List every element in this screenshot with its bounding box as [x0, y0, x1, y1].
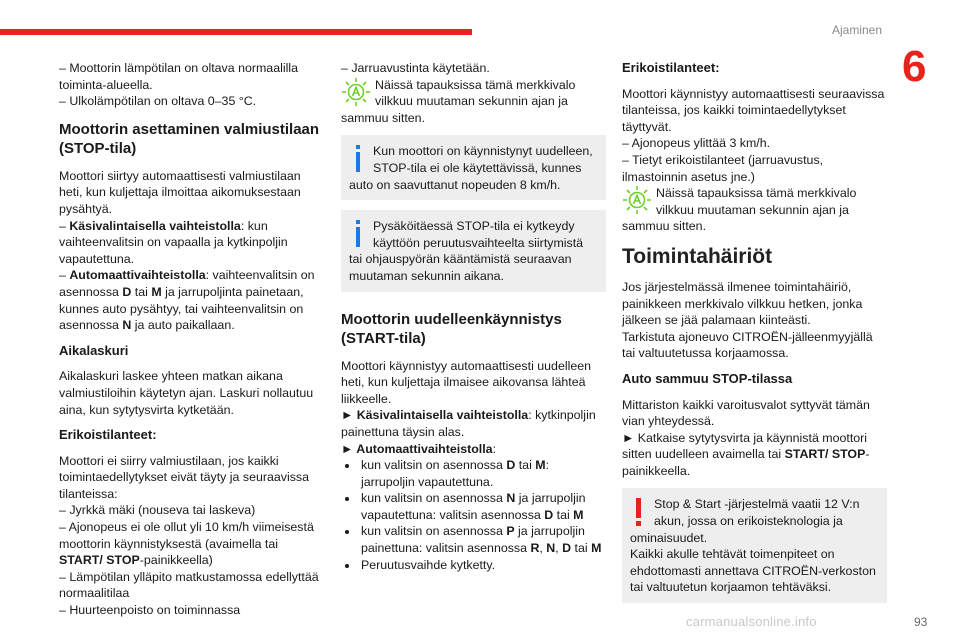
eco-a-led-icon [622, 185, 652, 215]
heading-timer: Aikalaskuri [59, 342, 129, 358]
heading-start-mode: Moottorin uudelleenkäynnistys (START-tila) [341, 310, 562, 347]
info-box-restart: Kun moottori on käynnistynyt uudelleen, STOP-tila ei ole käytettävissä, kunnes auto on saavuttanut nopeuden 8 km/h. [341, 135, 606, 200]
warning-icon [630, 496, 650, 528]
indicator-note: Näissä tapauksissa tämä merkkivalo vilkkuu muutaman sekunnin ajan ja sammuu sitten. [341, 77, 576, 125]
paragraph: Jos järjestelmässä ilmenee toimintahäiriö, painikkeen merkkivalo vilkkuu hetken, jonka jälkeen se jää palamaan kiinteästi. Tarkistuta ajoneuvo CITROËN-jälleenmyyjällä tai valtuutetussa korjaamossa. [622, 279, 873, 361]
start-conditions-list [341, 457, 606, 573]
paragraph: Moottori käynnistyy automaattisesti seuraavissa tilanteissa, jos kaikki toimintaedellytykset täyttyvät. – Ajonopeus ylittää 3 km/h. – Tietyt erikoistilanteet (jarruavustus, ilmastoinnin asetus jne.) [622, 86, 885, 184]
indicator-note: Näissä tapauksissa tämä merkkivalo vilkkuu muutaman sekunnin ajan ja sammuu sitten. [622, 186, 857, 234]
paragraph: Moottori siirtyy automaattisesti valmiustilaan heti, kun kuljettaja ilmoittaa aikomuksestaan pysähtyä. [59, 168, 301, 216]
section-title: Ajaminen [831, 23, 882, 37]
paragraph: Moottori käynnistyy automaattisesti uudelleen heti, kun kuljettaja ilmaisee aikovansa lähteä liikkeelle. ► Käsivalintaisella vaihteistolla: kytkinpoljin painettuna täysin alas. ► Automaattivaihteistolla: [341, 358, 596, 456]
list-item: • Peruutusvaihde kytketty. [359, 557, 606, 574]
info-icon [349, 143, 369, 175]
page-number: 93 [914, 615, 928, 629]
list-item: • kun valitsin on asennossa P ja jarrupoljin painettuna: valitsin asennossa R, N, D tai M [359, 523, 606, 556]
column-3 [622, 60, 887, 613]
heading-stop-mode: Moottorin asettaminen valmiustilaan (STOP-tila) [59, 120, 320, 157]
heading-faults: Toimintahäiriöt [622, 244, 773, 268]
heading-stall-in-stop: Auto sammuu STOP-tilassa [622, 370, 793, 386]
paragraph: – Moottorin lämpötilan on oltava normaalilla toiminta-alueella. – Ulkolämpötilan on oltava 0–35 °C. [59, 61, 298, 109]
heading-special-cases: Erikoistilanteet: [59, 427, 157, 443]
column-1 [59, 60, 324, 628]
paragraph: Aikalaskuri laskee yhteen matkan aikana valmiustiloihin käytetyn ajan. Laskuri nollautuu aina, kun sytytysvirta kytketään. [59, 369, 314, 417]
paragraph: – Käsivalintaisella vaihteistolla: kun vaihteenvalitsin on vapaalla ja kytkinpoljin vapautettuna. – Automaattivaihteistolla: vaihteenvalitsin on asennossa D tai M ja jarrupoljinta painetaan, kunnes auto pysähtyy, tai vaihteenvalitsin on asennossa N ja auto paikallaan. [59, 218, 315, 333]
header-red-bar [0, 29, 472, 35]
watermark: carmanualsonline.info [686, 614, 817, 629]
list-item: • kun valitsin on asennossa D tai M: jarrupoljin vapautettuna. [359, 457, 606, 490]
paragraph: Moottori ei siirry valmiustilaan, jos kaikki toimintaedellytykset eivät täyty ja seuraavissa tilanteissa: – Jyrkkä mäki (nouseva tai laskeva) – Ajonopeus ei ole ollut yli 10 km/h viimeisestä moottorin käynnistyksestä (avaimella tai START/ STOP-painikkeella) – Lämpötilan ylläpito matkustamossa edellyttää normaalitilaa – Huurteenpoisto on toiminnassa [59, 453, 319, 618]
info-icon [349, 218, 369, 250]
info-box-parking: Pysäköitäessä STOP-tila ei kytkeydy käyttöön peruutusvaihteelta siirtymistä tai ohjauspyörän kääntämistä seuraavan muutaman sekunnin aikana. [341, 210, 606, 291]
heading-special-cases: Erikoistilanteet: [622, 60, 720, 75]
paragraph: Mittariston kaikki varoitusvalot syttyvät tämän vian yhteydessä. ► Katkaise sytytysvirta ja käynnistä moottori sitten uudelleen avaimella tai START/ STOP-painikkeella. [622, 397, 870, 478]
warning-box-battery: Stop & Start -järjestelmä vaatii 12 V:n akun, jossa on erikoisteknologia ja ominaisuudet. Kaikki akulle tehtävät toimenpiteet on ehdottomasti annettava CITROËN-verkoston tai valtuutetun korjaamon tehtäväksi. [622, 488, 887, 603]
list-item: • kun valitsin on asennossa N ja jarrupoljin vapautettuna: valitsin asennossa D tai M [359, 490, 606, 523]
eco-a-led-icon [341, 77, 371, 107]
paragraph: – Jarruavustinta käytetään. [341, 61, 490, 75]
chapter-number: 6 [902, 42, 927, 91]
column-2 [341, 60, 606, 581]
